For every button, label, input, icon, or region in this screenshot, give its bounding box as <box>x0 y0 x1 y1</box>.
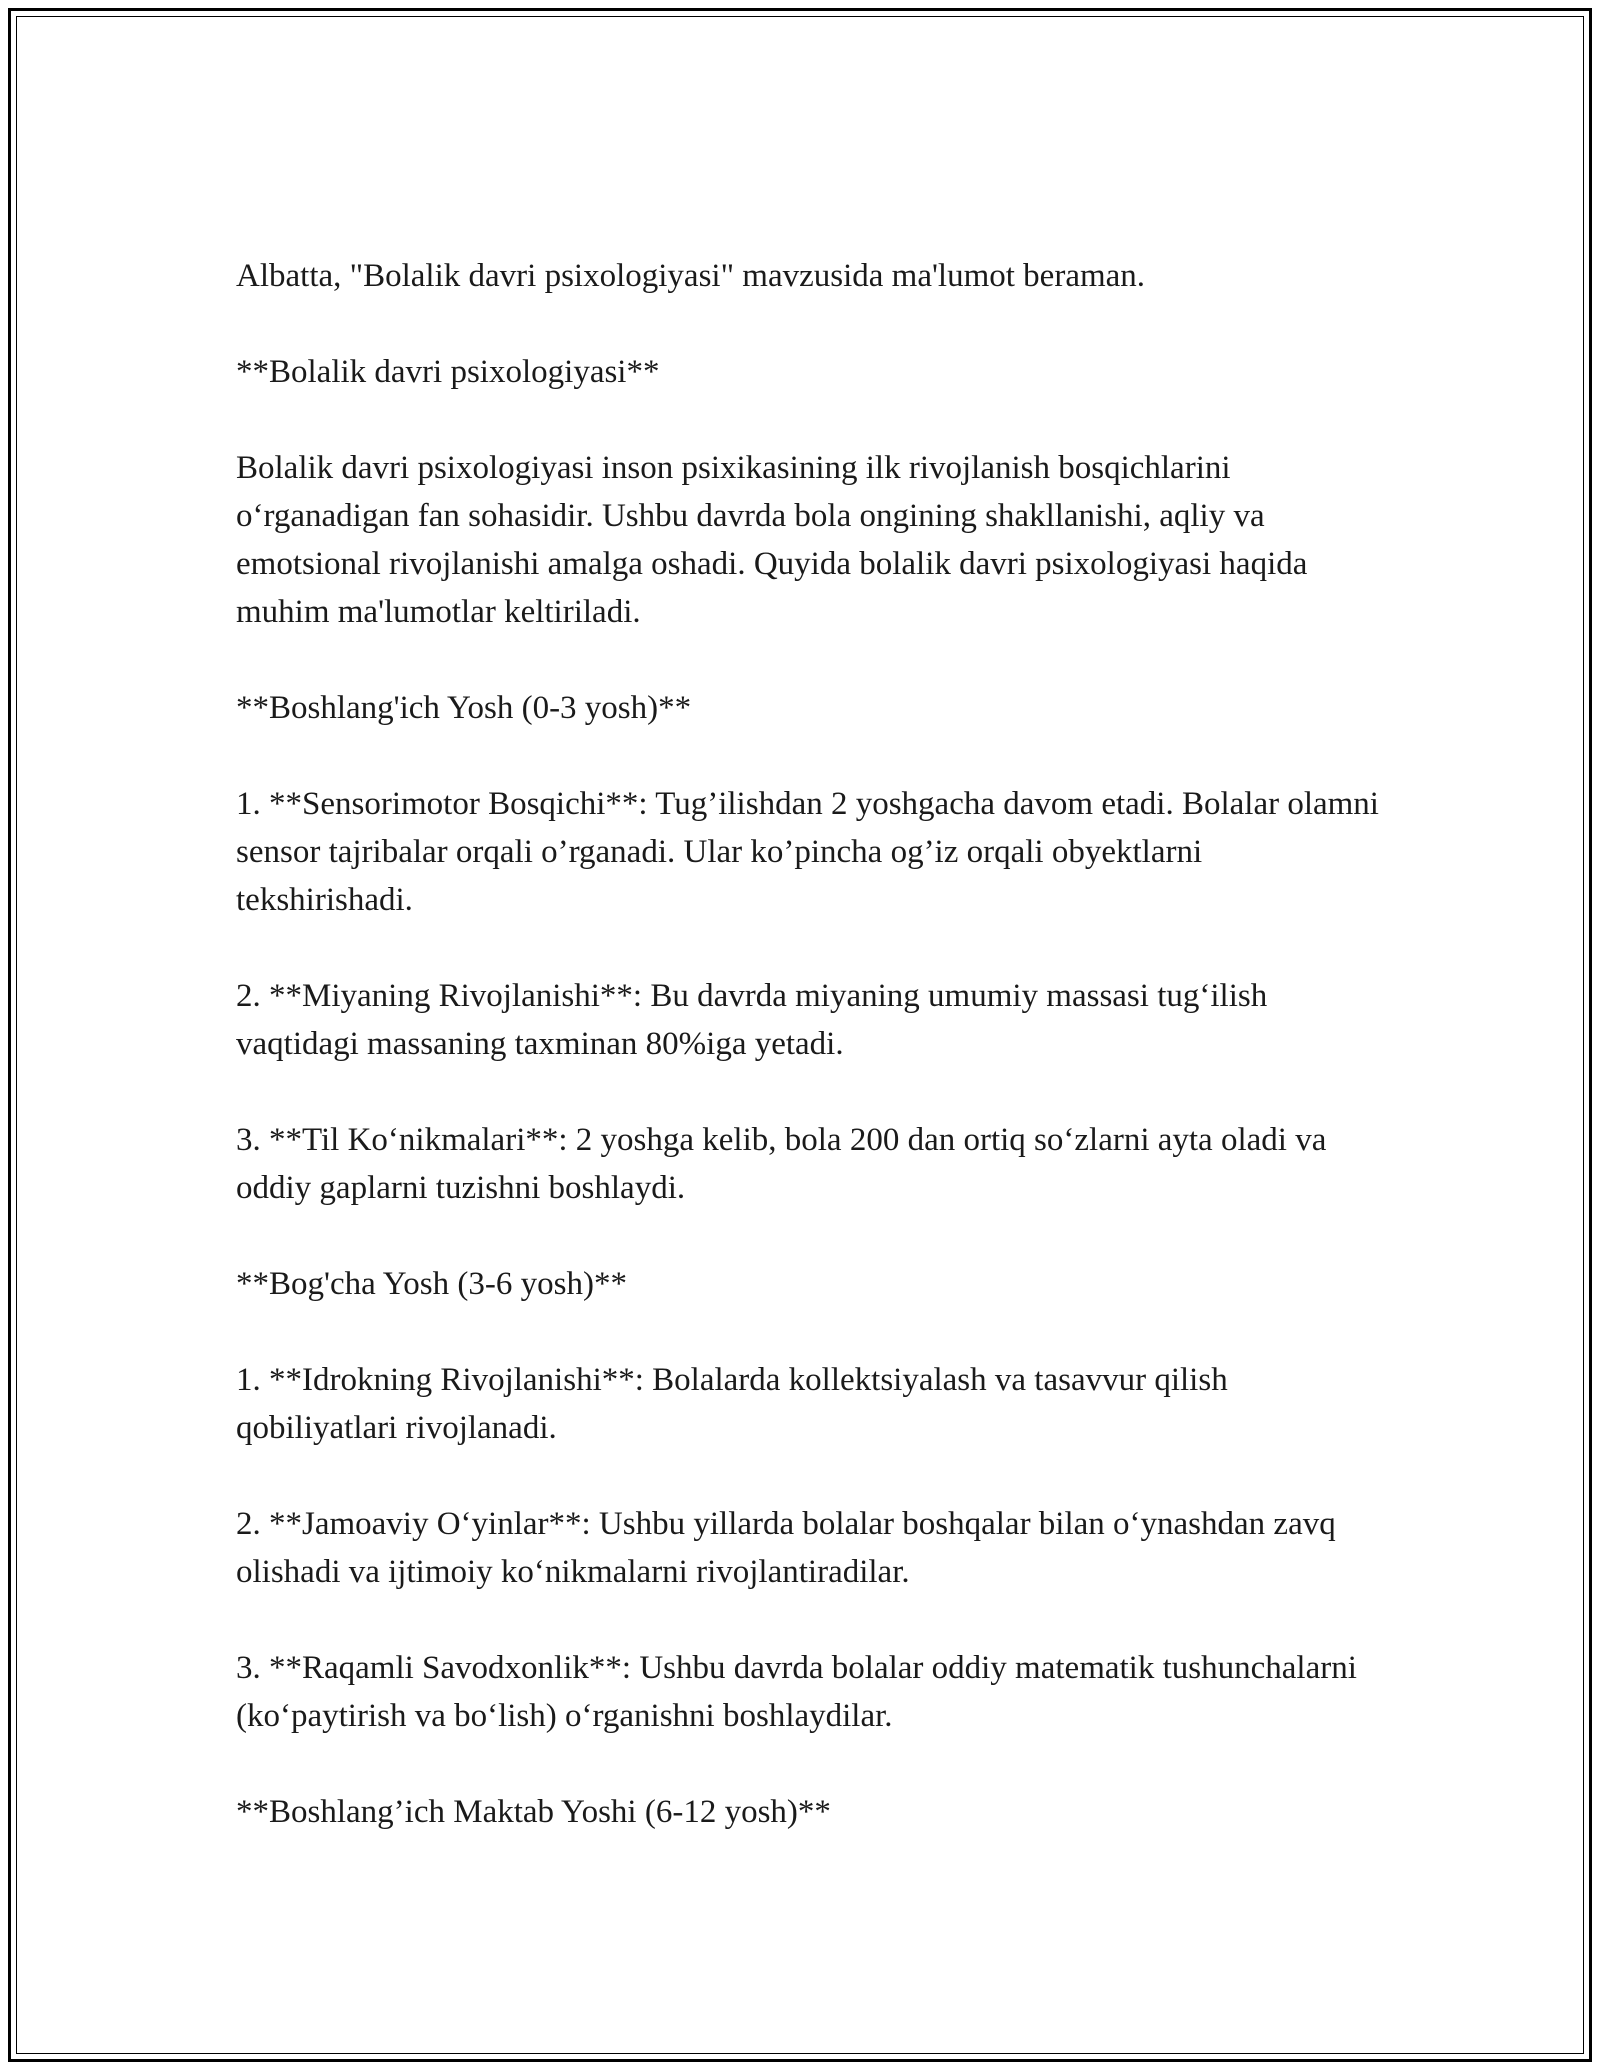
section-heading-infancy: **Boshlang'ich Yosh (0-3 yosh)** <box>236 690 692 726</box>
overview-paragraph: Bolalik davri psixologiyasi inson psixikasining ilk rivojlanish bosqichlarini o‘rganadigan fan sohasidir. Ushbu davrda bola ongining shakllanishi, aqliy va emotsional rivojlanishi amalga oshadi. Quyida bolalik davri psixologiyasi haqida muhim ma'lumotlar keltiriladi. <box>236 450 1308 630</box>
list-item-numeracy: 3. **Raqamli Savodxonlik**: Ushbu davrda bolalar oddiy matematik tushunchalarni (ko‘paytirish va bo‘lish) o‘rganishni boshlaydilar. <box>236 1650 1357 1734</box>
list-item-language-skills: 3. **Til Ko‘nikmalari**: 2 yoshga kelib, bola 200 dan ortiq so‘zlarni ayta oladi va oddiy gaplarni tuzishni boshlaydi. <box>236 1122 1327 1206</box>
document-body <box>236 252 1386 1884</box>
list-item-brain-development: 2. **Miyaning Rivojlanishi**: Bu davrda miyaning umumiy massasi tug‘ilish vaqtidagi massaning taxminan 80%iga yetadi. <box>236 978 1268 1062</box>
list-item-group-games: 2. **Jamoaviy O‘yinlar**: Ushbu yillarda bolalar boshqalar bilan o‘ynashdan zavq olishadi va ijtimoiy ko‘nikmalarni rivojlantiradilar. <box>236 1506 1336 1590</box>
document-title: **Bolalik davri psixologiyasi** <box>236 354 660 390</box>
list-item-perception: 1. **Idrokning Rivojlanishi**: Bolalarda kollektsiyalash va tasavvur qilish qobiliyatlari rivojlanadi. <box>236 1362 1228 1446</box>
section-heading-primary-school: **Boshlang’ich Maktab Yoshi (6-12 yosh)** <box>236 1794 831 1830</box>
section-heading-preschool: **Bog'cha Yosh (3-6 yosh)** <box>236 1266 627 1302</box>
intro-paragraph: Albatta, "Bolalik davri psixologiyasi" mavzusida ma'lumot beraman. <box>236 258 1146 294</box>
list-item-sensorimotor: 1. **Sensorimotor Bosqichi**: Tug’ilishdan 2 yoshgacha davom etadi. Bolalar olamni sensor tajribalar orqali o’rganadi. Ular ko’pincha og’iz orqali obyektlarni tekshirishadi. <box>236 786 1379 918</box>
